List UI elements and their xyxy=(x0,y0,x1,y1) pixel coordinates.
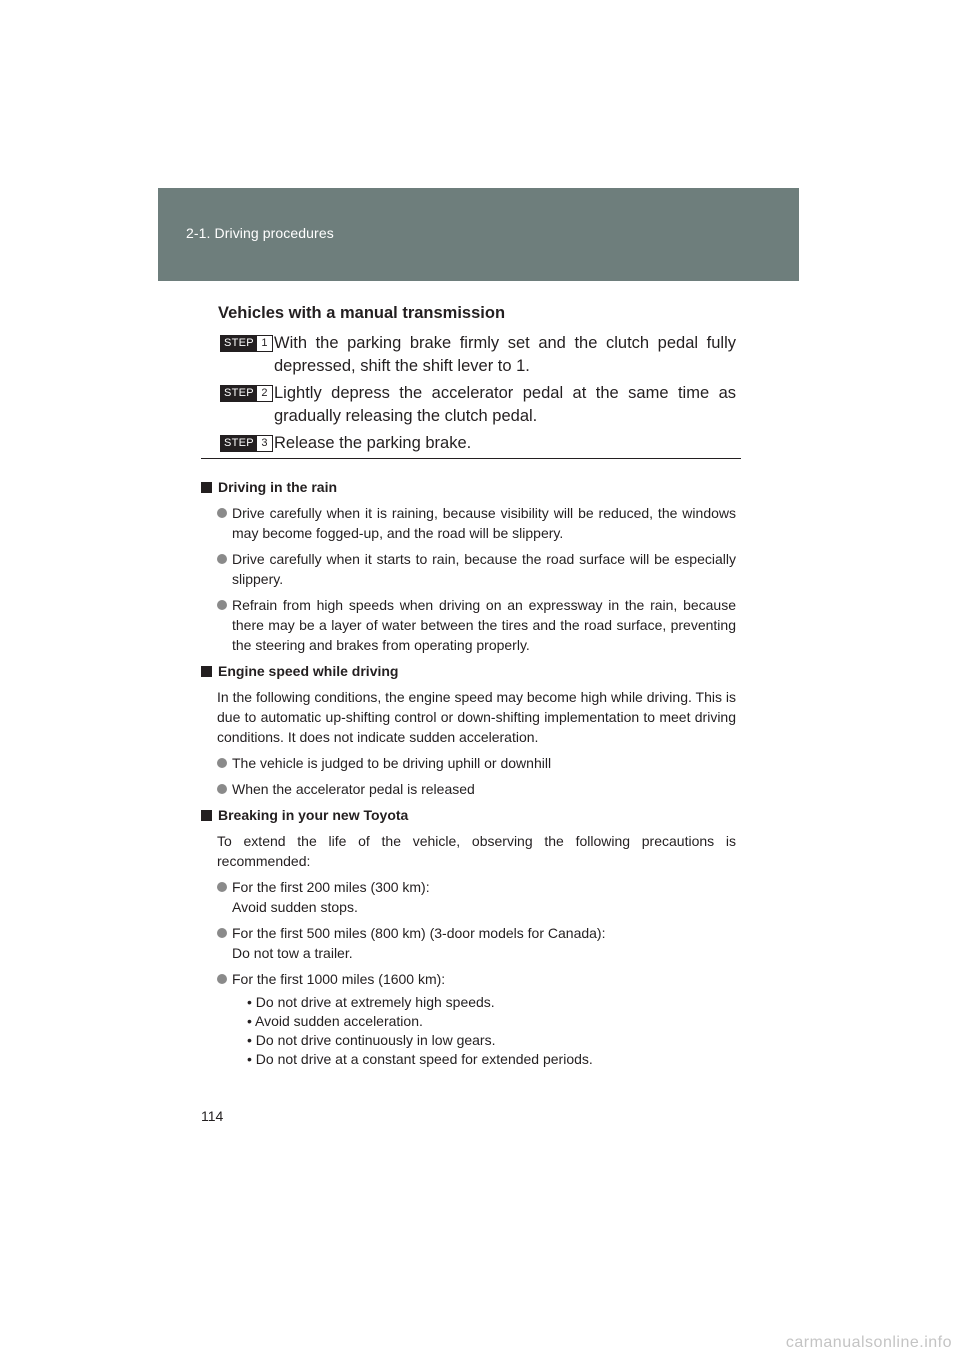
manual-transmission-section xyxy=(218,303,736,459)
list-item: For the first 500 miles (800 km) (3-door models for Canada): Do not tow a trailer. xyxy=(201,923,736,963)
list-item: The vehicle is judged to be driving uphill or downhill xyxy=(201,753,736,773)
square-bullet-icon xyxy=(201,482,212,493)
note-heading-breakin: Breaking in your new Toyota xyxy=(201,805,736,825)
circle-bullet-icon xyxy=(217,784,227,794)
list-item: Refrain from high speeds when driving on an expressway in the rain, because there may be a layer of water between the tires and the road surface, preventing the steering and brakes from operating properly. xyxy=(201,595,736,655)
list-item: For the first 200 miles (300 km): Avoid sudden stops. xyxy=(201,877,736,917)
circle-bullet-icon xyxy=(217,974,227,984)
watermark: carmanualsonline.info xyxy=(785,1334,952,1351)
circle-bullet-icon xyxy=(217,508,227,518)
list-item: Drive carefully when it starts to rain, because the road surface will be especially slippery. xyxy=(201,549,736,589)
step-1 xyxy=(218,332,736,378)
header-band xyxy=(158,188,799,281)
circle-bullet-icon xyxy=(217,758,227,768)
page-number: 114 xyxy=(201,1108,224,1124)
section-heading: Vehicles with a manual transmission xyxy=(218,304,506,322)
notes-section xyxy=(201,477,736,1069)
step-badge: STEP 1 xyxy=(220,335,273,352)
note-paragraph: To extend the life of the vehicle, observing the following precautions is recommended: xyxy=(217,833,736,869)
circle-bullet-icon xyxy=(217,600,227,610)
sub-list-item: • Do not drive at a constant speed for extended periods. xyxy=(247,1051,593,1067)
note-heading-engine: Engine speed while driving xyxy=(201,661,736,681)
step-2 xyxy=(218,382,736,428)
section-title: 2-1. Driving procedures xyxy=(186,225,334,241)
circle-bullet-icon xyxy=(217,928,227,938)
sub-list-item: • Do not drive at extremely high speeds. xyxy=(247,994,495,1010)
circle-bullet-icon xyxy=(217,882,227,892)
sub-list xyxy=(201,993,736,1069)
step-text: With the parking brake firmly set and the clutch pedal fully depressed, shift the shift lever to 1. xyxy=(274,334,736,375)
step-text: Release the parking brake. xyxy=(274,434,472,452)
square-bullet-icon xyxy=(201,666,212,677)
list-item: For the first 1000 miles (1600 km): xyxy=(201,969,736,989)
step-badge: STEP 3 xyxy=(220,435,273,452)
divider xyxy=(201,458,741,459)
step-text: Lightly depress the accelerator pedal at the same time as gradually releasing the clutch pedal. xyxy=(274,384,736,425)
square-bullet-icon xyxy=(201,810,212,821)
sub-list-item: • Avoid sudden acceleration. xyxy=(247,1013,423,1029)
note-paragraph: In the following conditions, the engine speed may become high while driving. This is due to automatic up-shifting control or down-shifting implementation to meet driving conditions. It does not indicate sudden acceleration. xyxy=(217,689,736,745)
note-heading-rain: Driving in the rain xyxy=(201,477,736,497)
sub-list-item: • Do not drive continuously in low gears. xyxy=(247,1032,496,1048)
step-3 xyxy=(218,432,736,455)
circle-bullet-icon xyxy=(217,554,227,564)
list-item: Drive carefully when it is raining, because visibility will be reduced, the windows may become fogged-up, and the road will be slippery. xyxy=(201,503,736,543)
list-item: When the accelerator pedal is released xyxy=(201,779,736,799)
step-badge: STEP 2 xyxy=(220,385,273,402)
